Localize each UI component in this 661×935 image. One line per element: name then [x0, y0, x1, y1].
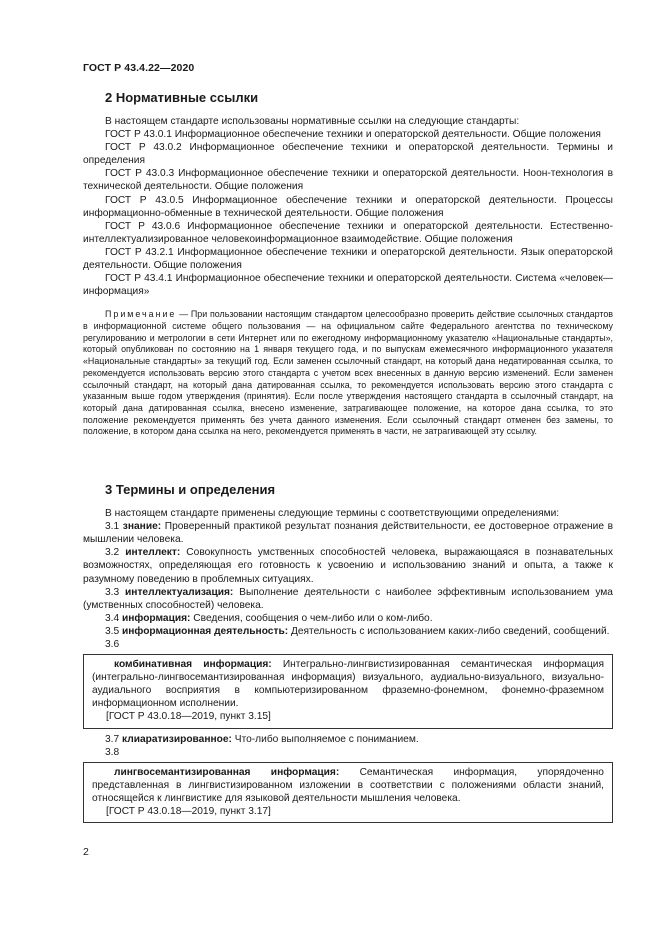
- page-number: 2: [83, 846, 89, 858]
- section-2-heading: 2 Нормативные ссылки: [105, 90, 259, 105]
- term-source: [ГОСТ Р 43.0.18—2019, пункт 3.17]: [106, 806, 271, 818]
- term-number: 3.2: [105, 547, 120, 559]
- term-entry: [92, 766, 604, 805]
- term-entry: [83, 612, 613, 625]
- term-definition: Проверенный практикой результат познания действительности, ее достоверное отражение в мышлении человека.: [83, 521, 613, 546]
- section-2-intro: В настоящем стандарте использованы нормативные ссылки на следующие стандарты:: [105, 116, 520, 127]
- term-definition: Что-либо выполняемое с пониманием.: [234, 733, 419, 745]
- term-number: 3.8: [105, 746, 120, 758]
- term-box: [83, 762, 613, 823]
- term-name: лингвосемантизированная информация:: [114, 766, 340, 778]
- term-name: знание:: [122, 521, 162, 533]
- term-number: 3.4: [105, 612, 120, 624]
- term-box: [83, 654, 613, 728]
- term-entry: [83, 586, 613, 612]
- term-number: 3.1: [105, 521, 120, 533]
- term-definition: Интегрально-лингвистизированная семантическая информация (интегрально-лингвосемантизированная информация) визуального, аудиально-визуального, визуально-аудиального восприятия в компьютеризированном фраземно-фонемном, фонемно-фраземном информационном исполнении.: [92, 659, 604, 710]
- term-name: информация:: [122, 612, 191, 624]
- term-name: клиаратизированное:: [122, 733, 232, 745]
- term-source: [ГОСТ Р 43.0.18—2019, пункт 3.15]: [106, 711, 271, 723]
- normative-reference: ГОСТ Р 43.0.2 Информационное обеспечение техники и операторской деятельности. Термины и определения: [83, 142, 613, 167]
- term-name: информационная деятельность:: [122, 625, 289, 637]
- term-definition: Семантическая информация, упорядоченно представленная в лингвистизированном изложении в соответствии с положениями области знаний, относящейся к лингвистике для языковой деятельности мышления человека.: [92, 766, 604, 804]
- page-content: [83, 90, 613, 827]
- term-number: 3.7: [105, 733, 120, 745]
- term-number: 3.5: [105, 625, 120, 637]
- normative-reference: ГОСТ Р 43.0.5 Информационное обеспечение техники и операторской деятельности. Процессы информационно-обменные в технической деятельности. Общие положения: [83, 194, 613, 219]
- section-2-note: [83, 309, 613, 438]
- note-text: — При пользовании настоящим стандартом целесообразно проверить действие ссылочных стандартов в информационной системе общего пользования — на официальном сайте Федерального агентства по техническому регулированию и метрологии в сети Интернет или по ежегодному информационному указателю «Национальные стандарты», который опубликован по состоянию на 1 января текущего года, и по выпускам ежемесячного информационного указателя «Национальные стандарты» за текущий год. Если заменен ссылочный стандарт, на который дана недатированная ссылка, то рекомендуется использовать версию этого стандарта с учетом всех внесенных в данную версию изменений. Если заменен ссылочный стандарт, на который дана датированная ссылка, то рекомендуется использовать версию этого стандарта с указанным выше годом утверждения (принятия). Если после утверждения настоящего стандарта в ссылочный стандарт, на который дана датированная ссылка, внесено изменение, затрагивающее положение, на которое дана ссылка, то это положение рекомендуется применять без учета данного изменения. Если ссылочный стандарт отменен без замены, то положение, в котором дана ссылка на него, рекомендуется применять в части, не затрагивающей эту ссылку.: [83, 309, 613, 437]
- note-label: Примечание: [105, 309, 177, 320]
- normative-reference: ГОСТ Р 43.0.6 Информационное обеспечение техники и операторской деятельности. Естественно-интеллектуализированное человекоинформационное взаимодействие. Общие положения: [83, 220, 613, 245]
- section-3-intro: В настоящем стандарте применены следующие термины с соответствующими определениями:: [105, 508, 560, 520]
- normative-reference: ГОСТ Р 43.0.3 Информационное обеспечение техники и операторской деятельности. Ноон-технология в технической деятельности. Общие положения: [83, 168, 613, 193]
- term-entry: [92, 658, 604, 710]
- section-3: [83, 482, 613, 823]
- normative-reference: ГОСТ Р 43.0.1 Информационное обеспечение техники и операторской деятельности. Общие положения: [105, 129, 601, 141]
- term-name: интеллектуализация:: [125, 586, 234, 598]
- normative-reference: ГОСТ Р 43.4.1 Информационное обеспечение техники и операторской деятельности. Система «человек—информация»: [83, 273, 613, 298]
- term-entry: [83, 520, 613, 546]
- term-definition: Деятельность с использованием каких-либо сведений, сообщений.: [290, 625, 610, 637]
- term-entry: [83, 625, 613, 638]
- normative-reference: ГОСТ Р 43.2.1 Информационное обеспечение техники и операторской деятельности. Язык операторской деятельности. Общие положения: [83, 246, 613, 272]
- term-number: 3.6: [105, 638, 120, 650]
- section-3-heading: 3 Термины и определения: [105, 482, 276, 498]
- term-definition: Совокупность умственных способностей человека, выражающаяся в познавательных возможностях, определяющая его готовность к усвоению и использованию знаний и опыта, а также к разумному поведению в проблемных ситуациях.: [83, 547, 613, 585]
- term-name: комбинативная информация:: [114, 659, 272, 671]
- term-name: интеллект:: [125, 547, 181, 559]
- document-header: ГОСТ Р 43.4.22—2020: [83, 62, 195, 74]
- term-entry: [83, 546, 613, 585]
- term-definition: Выполнение деятельности с наиболее эффективным использованием ума (умственных способностей) человека.: [83, 586, 613, 611]
- term-number: 3.3: [105, 586, 120, 598]
- term-definition: Сведения, сообщения о чем-либо или о ком-либо.: [193, 612, 433, 624]
- term-entry: [83, 733, 613, 746]
